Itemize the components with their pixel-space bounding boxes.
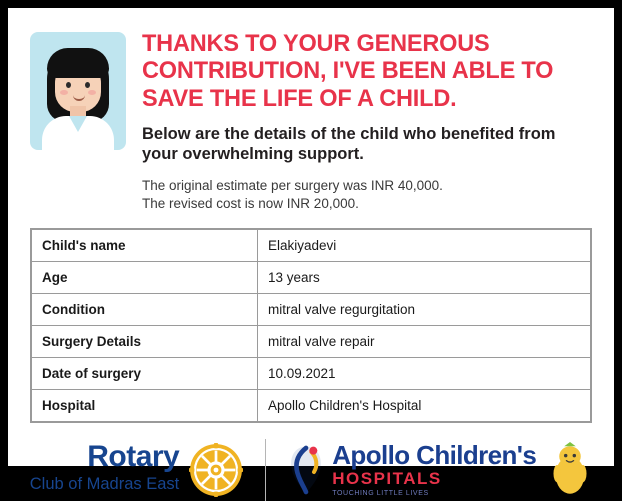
header-section — [8, 8, 614, 214]
rotary-wheel-icon — [189, 443, 243, 497]
certificate-card — [8, 8, 614, 498]
eye-right-icon — [85, 82, 90, 88]
rotary-name: Rotary — [87, 440, 180, 474]
row-label: Hospital — [32, 389, 258, 421]
headline-block — [142, 26, 594, 214]
rotary-text-block — [30, 442, 179, 497]
row-label: Child's name — [32, 229, 258, 261]
page-title: THANKS TO YOUR GENEROUS CONTRIBUTION, I'VE BEEN ABLE TO SAVE THE LIFE OF A CHILD. — [142, 30, 554, 112]
table-row — [32, 389, 591, 421]
estimate-text — [142, 177, 594, 214]
apollo-tagline: TOUCHING LITTLE LIVES — [332, 490, 429, 498]
row-label: Age — [32, 261, 258, 293]
row-value: 10.09.2021 — [258, 357, 591, 389]
cheek-right-icon — [88, 90, 96, 95]
row-value: Elakiyadevi — [258, 229, 591, 261]
apollo-mascot-icon — [548, 442, 592, 498]
rotary-logo — [30, 442, 265, 497]
row-value: 13 years — [258, 261, 591, 293]
apollo-name: Apollo Children's — [332, 440, 537, 471]
table-row — [32, 229, 591, 261]
apollo-hospitals: HOSPITALS — [332, 468, 442, 488]
row-label: Date of surgery — [32, 357, 258, 389]
cheek-left-icon — [60, 90, 68, 95]
logo-row — [8, 439, 614, 501]
apollo-logo — [266, 442, 592, 498]
table-row — [32, 261, 591, 293]
row-label: Condition — [32, 293, 258, 325]
eye-left-icon — [66, 82, 71, 88]
row-value: mitral valve repair — [258, 325, 591, 357]
estimate-line-1: The original estimate per surgery was INR 40,000. — [142, 177, 443, 193]
table-row — [32, 357, 591, 389]
table-row — [32, 293, 591, 325]
fringe-shape — [47, 48, 109, 78]
subheading: Below are the details of the child who benefited from your overwhelming support. — [142, 125, 556, 164]
details-table — [30, 228, 592, 423]
rotary-club: Club of Madras East — [29, 475, 180, 494]
estimate-line-2: The revised cost is now INR 20,000. — [142, 196, 359, 212]
row-value: mitral valve regurgitation — [258, 293, 591, 325]
row-label: Surgery Details — [32, 325, 258, 357]
row-value: Apollo Children's Hospital — [258, 389, 591, 421]
child-illustration — [30, 32, 126, 150]
table-row — [32, 325, 591, 357]
apollo-text-block — [332, 442, 536, 497]
apollo-symbol-icon — [286, 444, 326, 496]
